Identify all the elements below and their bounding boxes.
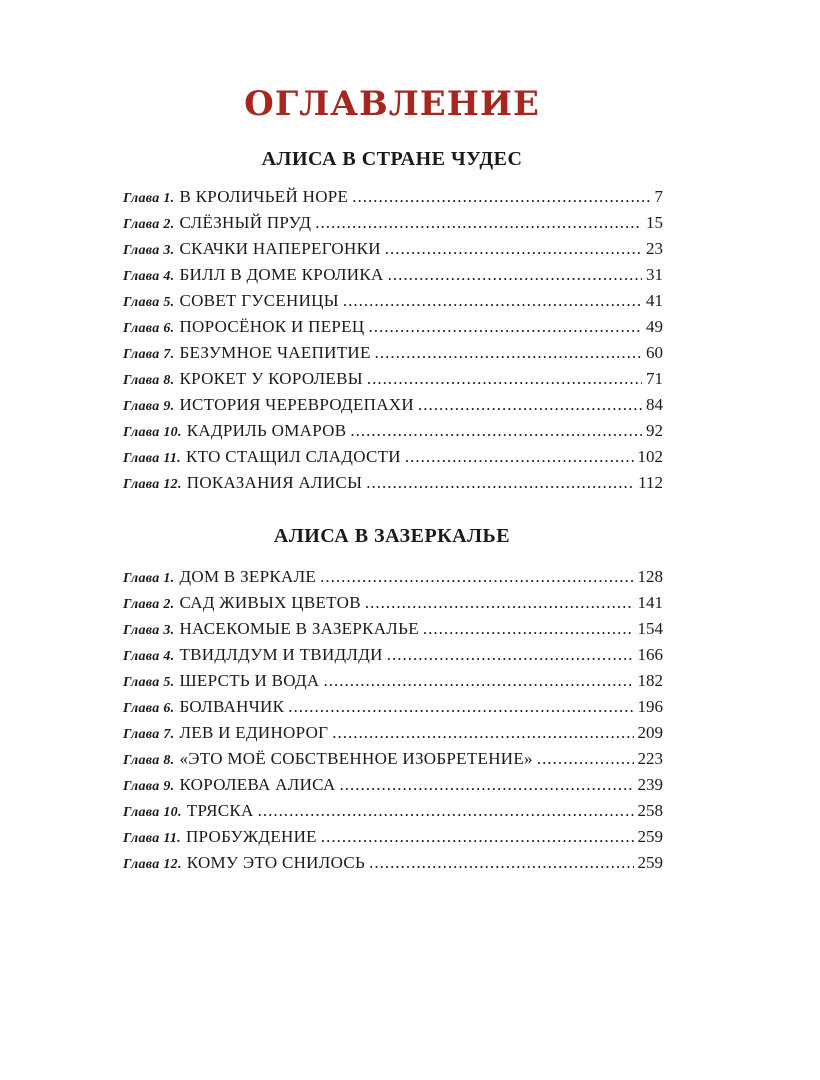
dot-leader: [258, 798, 634, 824]
chapter-title: ЛЕВ И ЕДИНОРОГ: [179, 723, 329, 742]
toc-entry[interactable]: [123, 720, 663, 746]
chapter-title: ПОКАЗАНИЯ АЛИСЫ: [186, 473, 363, 492]
page-number: 182: [637, 671, 663, 690]
dot-leader: [385, 236, 642, 262]
page-number: 112: [638, 473, 663, 492]
toc-entry[interactable]: [123, 418, 663, 444]
chapter-title: ТВИДЛДУМ И ТВИДЛДИ: [179, 645, 383, 664]
page-number: 71: [646, 369, 663, 388]
page-number: 166: [637, 645, 663, 664]
chapter-label: Глава 1.: [123, 191, 175, 206]
chapter-title: НАСЕКОМЫЕ В ЗАЗЕРКАЛЬЕ: [179, 619, 419, 638]
chapter-title: БИЛЛ В ДОМЕ КРОЛИКА: [179, 265, 384, 284]
toc-entry[interactable]: [123, 262, 663, 288]
toc-entry[interactable]: [123, 236, 663, 262]
chapter-title: КОРОЛЕВА АЛИСА: [179, 775, 336, 794]
chapter-label: Глава 11.: [123, 831, 181, 846]
chapter-title: КАДРИЛЬ ОМАРОВ: [186, 421, 347, 440]
page-number: 31: [646, 265, 663, 284]
chapter-label: Глава 4.: [123, 269, 175, 284]
page-number: 209: [637, 723, 663, 742]
chapter-label: Глава 5.: [123, 295, 175, 310]
dot-leader: [423, 616, 634, 642]
toc-entry[interactable]: [123, 184, 663, 210]
chapter-label: Глава 9.: [123, 779, 175, 794]
toc-entry[interactable]: [123, 850, 663, 876]
chapter-title: «ЭТО МОЁ СОБСТВЕННОЕ ИЗОБРЕТЕНИЕ»: [179, 749, 533, 768]
chapter-label: Глава 1.: [123, 571, 175, 586]
dot-leader: [352, 184, 650, 210]
toc-entry[interactable]: [123, 798, 663, 824]
page-number: 15: [646, 213, 663, 232]
chapter-label: Глава 2.: [123, 597, 175, 612]
toc-list-wonderland: [123, 184, 663, 496]
section-title-looking-glass: АЛИСА В ЗАЗЕРКАЛЬЕ: [273, 525, 511, 547]
toc-entry[interactable]: [123, 642, 663, 668]
chapter-title: ТРЯСКА: [186, 801, 254, 820]
chapter-label: Глава 7.: [123, 347, 175, 362]
chapter-title: ШЕРСТЬ И ВОДА: [179, 671, 320, 690]
chapter-title: ПОРОСЁНОК И ПЕРЕЦ: [179, 317, 365, 336]
chapter-label: Глава 9.: [123, 399, 175, 414]
chapter-title: В КРОЛИЧЬЕЙ НОРЕ: [179, 187, 349, 206]
page-number: 141: [637, 593, 663, 612]
dot-leader: [340, 772, 634, 798]
chapter-label: Глава 12.: [123, 857, 182, 872]
chapter-label: Глава 3.: [123, 623, 175, 638]
dot-leader: [366, 470, 634, 496]
chapter-title: КРОКЕТ У КОРОЛЕВЫ: [179, 369, 363, 388]
toc-entry[interactable]: [123, 366, 663, 392]
dot-leader: [315, 210, 642, 236]
toc-entry[interactable]: [123, 288, 663, 314]
chapter-label: Глава 11.: [123, 451, 181, 466]
page-number: 128: [637, 567, 663, 586]
dot-leader: [332, 720, 633, 746]
chapter-label: Глава 2.: [123, 217, 175, 232]
page-number: 49: [646, 317, 663, 336]
toc-entry[interactable]: [123, 668, 663, 694]
dot-leader: [375, 340, 642, 366]
toc-entry[interactable]: [123, 564, 663, 590]
chapter-title: ПРОБУЖДЕНИЕ: [185, 827, 317, 846]
page-number: 154: [637, 619, 663, 638]
chapter-title: ДОМ В ЗЕРКАЛЕ: [179, 567, 317, 586]
toc-entry[interactable]: [123, 824, 663, 850]
page-number: 41: [646, 291, 663, 310]
dot-leader: [365, 590, 634, 616]
toc-entry[interactable]: [123, 590, 663, 616]
dot-leader: [368, 314, 642, 340]
dot-leader: [405, 444, 634, 470]
chapter-label: Глава 4.: [123, 649, 175, 664]
page-number: 92: [646, 421, 663, 440]
page-number: 239: [637, 775, 663, 794]
chapter-label: Глава 6.: [123, 321, 175, 336]
page-number: 102: [637, 447, 663, 466]
section-title-wonderland: АЛИСА В СТРАНЕ ЧУДЕС: [261, 148, 523, 170]
dot-leader: [343, 288, 642, 314]
page-number: 259: [637, 827, 663, 846]
page-number: 23: [646, 239, 663, 258]
chapter-label: Глава 6.: [123, 701, 175, 716]
page-number: 259: [637, 853, 663, 872]
page-number: 84: [646, 395, 663, 414]
dot-leader: [288, 694, 633, 720]
page-title: ОГЛАВЛЕНИЕ: [244, 84, 540, 124]
chapter-label: Глава 8.: [123, 753, 175, 768]
chapter-title: САД ЖИВЫХ ЦВЕТОВ: [179, 593, 361, 612]
dot-leader: [320, 564, 633, 590]
chapter-label: Глава 3.: [123, 243, 175, 258]
page-number: 196: [637, 697, 663, 716]
toc-entry[interactable]: [123, 772, 663, 798]
dot-leader: [388, 262, 642, 288]
page-number: 258: [637, 801, 663, 820]
dot-leader: [367, 366, 642, 392]
page-number: 223: [637, 749, 663, 768]
toc-entry[interactable]: [123, 616, 663, 642]
chapter-title: ИСТОРИЯ ЧЕРЕВРОДЕПАХИ: [179, 395, 414, 414]
toc-entry[interactable]: [123, 392, 663, 418]
chapter-title: КОМУ ЭТО СНИЛОСЬ: [186, 853, 366, 872]
dot-leader: [418, 392, 642, 418]
chapter-title: СОВЕТ ГУСЕНИЦЫ: [179, 291, 339, 310]
toc-list-looking-glass: [123, 564, 663, 876]
chapter-label: Глава 10.: [123, 425, 182, 440]
dot-leader: [369, 850, 633, 876]
chapter-label: Глава 5.: [123, 675, 175, 690]
chapter-label: Глава 7.: [123, 727, 175, 742]
chapter-title: КТО СТАЩИЛ СЛАДОСТИ: [185, 447, 401, 466]
chapter-label: Глава 10.: [123, 805, 182, 820]
toc-entry[interactable]: [123, 470, 663, 496]
chapter-label: Глава 12.: [123, 477, 182, 492]
toc-entry[interactable]: [123, 210, 663, 236]
page-number: 7: [654, 187, 663, 206]
chapter-title: БЕЗУМНОЕ ЧАЕПИТИЕ: [179, 343, 371, 362]
chapter-title: СКАЧКИ НАПЕРЕГОНКИ: [179, 239, 381, 258]
toc-entry[interactable]: [123, 314, 663, 340]
toc-entry[interactable]: [123, 340, 663, 366]
toc-entry[interactable]: [123, 746, 663, 772]
dot-leader: [387, 642, 634, 668]
dot-leader: [321, 824, 634, 850]
toc-entry[interactable]: [123, 694, 663, 720]
dot-leader: [537, 746, 634, 772]
toc-entry[interactable]: [123, 444, 663, 470]
dot-leader: [350, 418, 642, 444]
chapter-title: СЛЁЗНЫЙ ПРУД: [179, 213, 312, 232]
chapter-label: Глава 8.: [123, 373, 175, 388]
chapter-title: БОЛВАНЧИК: [179, 697, 285, 716]
page-number: 60: [646, 343, 663, 362]
dot-leader: [323, 668, 633, 694]
